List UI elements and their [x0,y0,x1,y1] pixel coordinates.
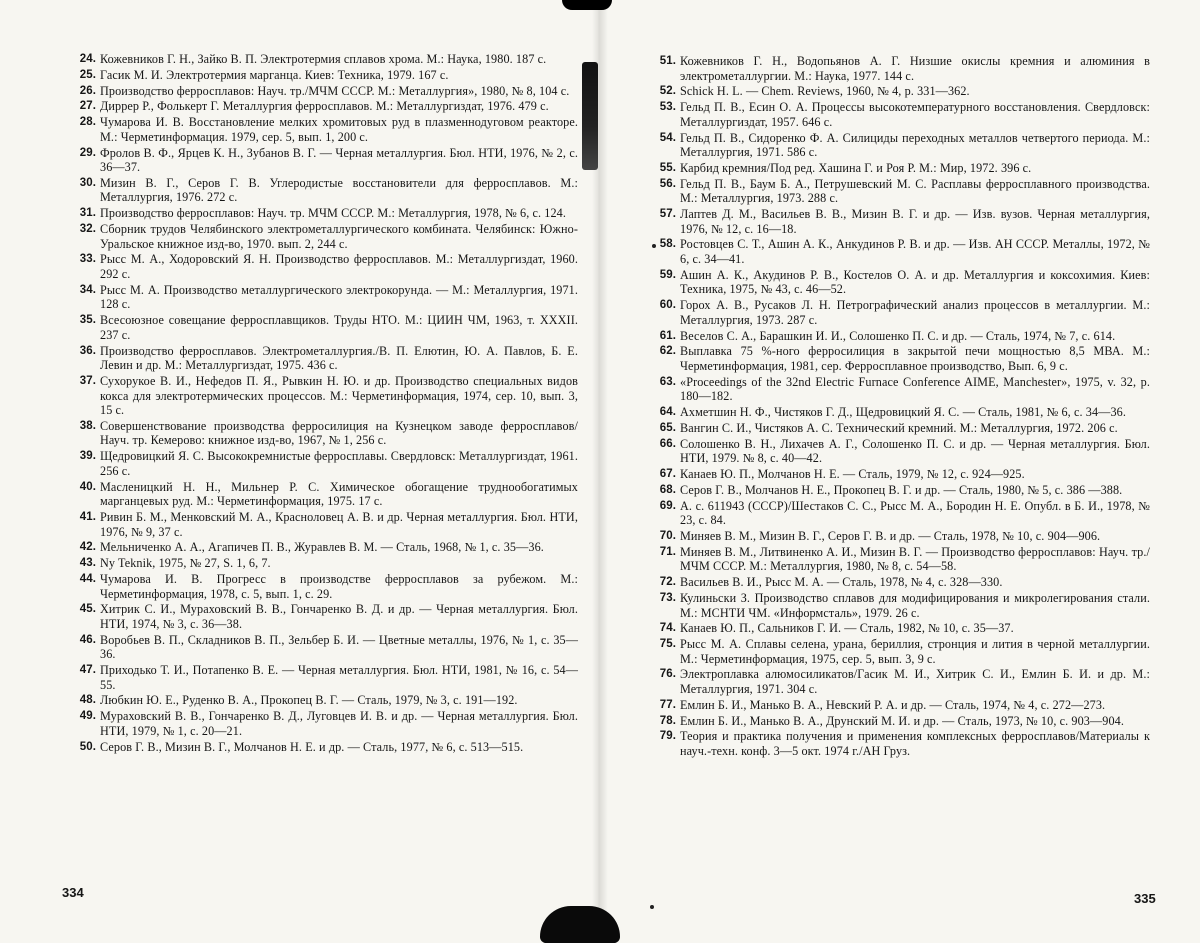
reference-text: Гасик М. И. Электротермия марганца. Киев: Техника, 1979. 167 с. [100,67,449,82]
reference-item [72,176,578,205]
reference-number: 52. [659,85,676,98]
scan-artifact-bar [582,62,598,170]
reference-text: Хитрик С. И., Мураховский В. В., Гончаренко В. Д. и др. — Черная металлургия. Бюл. НТИ, 1974, № 3, с. 36—38. [100,602,578,631]
reference-number: 79. [659,730,676,743]
reference-item [652,545,1150,574]
reference-text: А. с. 611943 (СССР)/Шестаков С. С., Рысс М. А., Бородин Н. Е. Опубл. в Б. И., 1978, № 23, с. 84. [680,498,1150,528]
reference-item [652,483,1150,498]
reference-item [652,100,1150,129]
reference-text: Вангин С. И., Чистяков А. С. Технический кремний. М.: Металлургия, 1972. 206 с. [680,420,1118,435]
reference-number: 62. [659,345,676,358]
reference-text: Кожевников Г. Н., Зайко В. П. Электротермия сплавов хрома. М.: Наука, 1980. 187 с. [100,52,547,66]
reference-number: 24. [79,53,96,65]
reference-number: 44. [79,572,96,585]
reference-number: 40. [79,480,96,493]
reference-text: Канаев Ю. П., Молчанов Н. Е. — Сталь, 1979, № 12, с. 924—925. [680,467,1025,482]
reference-item [72,709,578,738]
reference-item [72,344,578,373]
reference-text: Приходько Т. И., Потапенко В. Е. — Черная металлургия. Бюл. НТИ, 1981, № 16, с. 54—55. [100,663,578,692]
reference-item [72,693,578,708]
reference-item [72,84,578,99]
reference-number: 75. [659,638,676,651]
right-reference-list [652,54,1150,760]
reference-item [652,268,1150,297]
reference-item [72,374,578,418]
reference-text: Чумарова И. В. Восстановление мелких хромитовых руд в плазменнодуговом реакторе. М.: Черметинформация. 1979, сер. 5, вып. 1, 200 с. [100,115,578,144]
reference-text: Производство ферросплавов: Науч. тр./МЧМ СССР. М.: Металлургия», 1980, № 8, 104 с. [100,83,570,98]
reference-number: 66. [659,437,676,450]
reference-number: 25. [79,68,96,81]
reference-text: Солошенко В. Н., Лихачев А. Г., Солошенко П. С. и др. — Черная металлургия. Бюл. НТИ, 1979. № 8, с. 40—42. [680,436,1150,466]
reference-number: 69. [659,499,676,512]
scan-dot [650,905,654,909]
reference-text: Электроплавка алюмосиликатов/Гасик М. И., Хитрик С. И., Емлин Б. И. и др. М.: Металлургия, 1971. 304 с. [680,667,1150,697]
reference-number: 55. [659,161,676,174]
reference-number: 71. [659,545,676,558]
reference-item [72,52,578,67]
reference-number: 58. [659,238,676,251]
reference-text: Ny Teknik, 1975, № 27, S. 1, 6, 7. [100,556,271,571]
reference-item [72,740,578,755]
reference-text: Канаев Ю. П., Сальников Г. И. — Сталь, 1982, № 10, с. 35—37. [680,621,1014,636]
reference-text: «Proceedings of the 32nd Electric Furnace Conference AIME, Manchester», 1975, v. 32, p. 180—182. [680,374,1150,404]
reference-text: Мельниченко А. А., Агапичев П. В., Журавлев В. М. — Сталь, 1968, № 1, с. 35—36. [100,540,544,555]
reference-item [72,572,578,601]
reference-text: Чумарова И. В. Прогресс в производстве ферросплавов за рубежом. М.: Черметинформация, 1978, с. 5, вып. 1, с. 29. [100,571,578,601]
reference-item [72,419,578,448]
reference-text: Серов Г. В., Мизин В. Г., Молчанов Н. Е. и др. — Сталь, 1977, № 6, с. 513—515. [100,739,524,754]
reference-number: 29. [79,146,96,159]
reference-number: 65. [659,421,676,434]
reference-number: 57. [659,208,676,221]
reference-number: 26. [79,84,96,97]
reference-item [652,54,1150,83]
reference-item [72,540,578,555]
reference-text: Миняев В. М., Мизин В. Г., Серов Г. В. и др. — Сталь, 1978, № 10, с. 904—906. [680,528,1101,543]
reference-item [652,298,1150,327]
reference-item [652,437,1150,466]
reference-number: 42. [79,541,96,554]
reference-number: 37. [79,374,96,387]
reference-number: 53. [659,101,676,114]
reference-number: 31. [79,207,96,220]
reference-text: Веселов С. А., Барашкин И. И., Солошенко П. С. и др. — Сталь, 1974, № 7, с. 614. [680,328,1116,343]
reference-item [72,252,578,281]
reference-text: Емлин Б. И., Манько В. А., Невский Р. А. и др. — Сталь, 1974, № 4, с. 272—273. [680,697,1106,712]
reference-text: Любкин Ю. Е., Руденко В. А., Прокопец В. Г. — Сталь, 1979, № 3, с. 191—192. [100,693,518,708]
page-number-right: 335 [1134,891,1156,906]
reference-text: Всесоюзное совещание ферросплавщиков. Труды НТО. М.: ЦИИН ЧМ, 1963, т. XXXII. 237 с. [100,313,578,342]
reference-number: 60. [659,299,676,312]
reference-item [72,206,578,221]
reference-number: 35. [79,314,96,327]
reference-number: 33. [79,253,96,266]
reference-text: Мураховский В. В., Гончаренко В. Д., Луговцев И. В. и др. — Черная металлургия. Бюл. НТИ, 1979, № 1, с. 20—21. [100,709,578,738]
reference-item [72,115,578,144]
reference-item [72,602,578,631]
reference-number: 32. [79,223,96,236]
reference-number: 50. [79,740,96,753]
reference-number: 72. [659,576,676,589]
reference-number: 63. [659,375,676,388]
reference-item [72,146,578,175]
reference-number: 38. [79,419,96,432]
reference-number: 45. [79,603,96,616]
reference-item [72,556,578,571]
reference-item [652,591,1150,620]
reference-text: Диррер Р., Фолькерт Г. Металлургия ферросплавов. М.: Металлургиздат, 1976. 479 с. [100,99,549,114]
reference-item [72,68,578,83]
reference-number: 49. [79,710,96,723]
reference-text: Рысс М. А. Сплавы селена, урана, бериллия, стронция и лития в черной металлургии. М.: Черметинформация, 1975, сер. 5, вып. 3, 9 с. [680,637,1150,666]
reference-text: Масленицкий Н. Н., Мильнер Р. С. Химическое обогащение труднообогатимых марганцевых руд. М.: Черметинформация, 1975. 17 с. [100,479,578,509]
reference-text: Кожевников Г. Н., Водопьянов А. Г. Низшие окислы кремния и алюминия в электрометаллургии. М.: Наука, 1977. 144 с. [680,54,1150,83]
reference-text: Производство ферросплавов: Науч. тр. МЧМ СССР. М.: Металлургия, 1978, № 6, с. 124. [100,206,567,221]
reference-item [72,313,578,342]
reference-item [652,698,1150,713]
reference-text: Ашин А. К., Акудинов Р. В., Костелов О. А. и др. Металлургия и коксохимия. Киев: Техника, 1975, № 43, с. 46—52. [680,267,1150,297]
reference-item [652,237,1150,266]
reference-number: 59. [659,268,676,281]
reference-number: 77. [659,698,676,711]
reference-number: 41. [79,511,96,523]
page-number-left: 334 [62,885,84,900]
reference-number: 48. [79,694,96,707]
reference-item [72,510,578,539]
reference-text: Сухорукое В. И., Нефедов П. Я., Рывкин Н. Ю. и др. Производство специальных видов кокса для электротермических процессов. М.: Черметинформация, 1974, сер. 10, вып. 3, 15 с. [100,373,578,418]
reference-text: Серов Г. В., Молчанов Н. Е., Прокопец В. Г. и др. — Сталь, 1980, № 5, с. 386 —388. [680,482,1123,497]
reference-text: Ахметшин Н. Ф., Чистяков Г. Д., Щедровицкий Я. С. — Сталь, 1981, № 6, с. 34—36. [680,405,1126,420]
reference-number: 78. [659,714,676,727]
reference-text: Кулиньски З. Производство сплавов для модифицирования и микролегирования стали. М.: МСНТИ ЧМ. «Информсталь», 1979. 26 с. [680,590,1150,620]
reference-number: 54. [659,131,676,144]
reference-number: 47. [79,664,96,677]
reference-number: 30. [79,176,96,189]
left-reference-list [72,52,578,755]
reference-item [72,283,578,312]
reference-item [72,480,578,509]
reference-number: 56. [659,177,676,190]
reference-text: Рысс М. А. Производство металлургического электрокорунда. — М.: Металлургия, 1971. 128 с. [100,282,578,312]
reference-number: 67. [659,468,676,481]
reference-text: Выплавка 75 %-ного ферросилиция в закрытой печи мощностью 8,5 МВА. М.: Черметинформация, 1981, сер. Ферросплавное производство, Вып. 6, 9 с. [680,344,1150,373]
reference-text: Производство ферросплавов. Электрометаллургия./В. П. Елютин, Ю. А. Павлов, Б. Е. Левин и др. М.: Металлургиздат, 1975. 436 с. [100,343,578,373]
reference-item [652,667,1150,696]
reference-text: Гельд П. В., Сидоренко Ф. А. Силициды переходных металлов четвертого периода. М.: Металлургия, 1971. 586 с. [680,130,1150,160]
reference-item [652,207,1150,236]
reference-item [652,621,1150,636]
reference-item [72,99,578,114]
reference-item [652,575,1150,590]
reference-text: Сборник трудов Челябинского электрометаллургического комбината. Челябинск: Южно-Уральское книжное изд-во, 1970. вып. 2, 244 с. [100,222,578,251]
reference-text: Фролов В. Ф., Ярцев К. Н., Зубанов В. Г. — Черная металлургия. Бюл. НТИ, 1976, № 2, с. 36—37. [100,145,578,175]
scan-artifact-bottom [540,906,620,943]
reference-number: 43. [79,557,96,570]
reference-text: Горох А. В., Русаков Л. Н. Петрографический анализ процессов в металлургии. М.: Металлургия, 1973. 287 с. [680,298,1150,327]
reference-item [652,529,1150,544]
reference-text: Щедровицкий Я. С. Высококремнистые ферросплавы. Свердловск: Металлургиздат, 1961. 256 с. [100,449,578,478]
reference-item [652,131,1150,160]
reference-text: Теория и практика получения и применения комплексных ферросплавов/Материалы к науч.-техн. конф. 3—5 окт. 1974 г./АН Груз. [680,729,1150,758]
reference-item [652,177,1150,206]
reference-text: Карбид кремния/Под ред. Хашина Г. и Роя Р. М.: Мир, 1972. 396 с. [680,160,1032,175]
reference-item [652,714,1150,729]
reference-item [652,161,1150,176]
reference-text: Миняев В. М., Литвиненко А. И., Мизин В. Г. — Производство ферросплавов: Науч. тр./МЧМ СССР. М.: Металлургия, 1980, № 8, с. 54—58. [680,544,1150,574]
reference-number: 61. [659,329,676,342]
reference-number: 68. [659,483,676,496]
reference-text: Совершенствование производства ферросилиция на Кузнецком заводе ферросплавов/Науч. тр. Кемерово: книжное изд-во, 1967, № 1, 256 с. [100,418,578,448]
reference-number: 51. [659,55,676,67]
reference-number: 39. [79,450,96,463]
reference-text: Лаптев Д. М., Васильев В. В., Мизин В. Г. и др. — Изв. вузов. Черная металлургия, 1976, № 12, с. 16—18. [680,207,1150,236]
reference-item [652,375,1150,404]
reference-item [652,467,1150,482]
reference-text: Ростовцев С. Т., Ашин А. К., Анкудинов Р. В. и др. — Изв. АН СССР. Металлы, 1972, № 6, с. 34—41. [680,237,1150,267]
scan-artifact-top [562,0,612,10]
reference-item [652,499,1150,528]
reference-text: Мизин В. Г., Серов Г. В. Углеродистые восстановители для ферросплавов. М.: Металлургия, 1976. 272 с. [100,175,578,205]
reference-text: Воробьев В. П., Складников В. П., Зельбер Б. И. — Цветные металлы, 1976, № 1, с. 35—36. [100,632,578,662]
reference-number: 74. [659,622,676,635]
reference-item [72,449,578,478]
reference-item [652,405,1150,420]
reference-item [652,84,1150,99]
reference-number: 70. [659,529,676,542]
reference-number: 73. [659,591,676,604]
reference-item [72,222,578,251]
reference-text: Гельд П. В., Баум Б. А., Петрушевский М. С. Расплавы ферросплавного производства. М.: Металлургия, 1973. 288 с. [680,176,1150,206]
reference-number: 34. [79,283,96,296]
reference-item [72,633,578,662]
reference-number: 28. [79,116,96,129]
reference-number: 46. [79,633,96,646]
reference-item [72,663,578,692]
reference-text: Васильев В. И., Рысс М. А. — Сталь, 1978, № 4, с. 328—330. [680,575,1003,590]
reference-item [652,729,1150,758]
reference-item [652,344,1150,373]
reference-text: Рысс М. А., Ходоровский Я. Н. Производство ферросплавов. М.: Металлургиздат, 1960. 292 с. [100,252,578,281]
reference-number: 36. [79,344,96,357]
reference-number: 76. [659,668,676,681]
reference-number: 64. [659,406,676,419]
reference-text: Ривин Б. М., Менковский М. А., Красноловец А. В. и др. Черная металлургия. Бюл. НТИ, 1976, № 9, 37 с. [100,510,578,539]
reference-text: Гельд П. В., Есин О. А. Процессы высокотемпературного восстановления. Свердловск: Металлургиздат, 1957. 646 с. [680,100,1150,129]
reference-item [652,637,1150,666]
reference-text: Schick H. L. — Chem. Reviews, 1960, № 4, p. 331—362. [680,84,970,99]
reference-number: 27. [79,100,96,113]
reference-item [652,329,1150,344]
reference-text: Емлин Б. И., Манько В. А., Друнский М. И. и др. — Сталь, 1973, № 10, с. 903—904. [680,713,1125,728]
reference-item [652,421,1150,436]
